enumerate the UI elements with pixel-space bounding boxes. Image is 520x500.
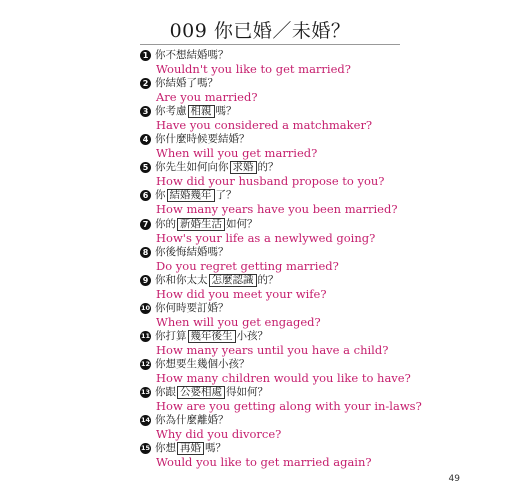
- page-title: 009 你已婚／未婚？: [169, 20, 351, 42]
- item-number-badge: 10: [140, 303, 151, 312]
- chinese-text-suffix: 了？: [215, 189, 237, 202]
- item-number-badge: 6: [140, 190, 151, 201]
- phrase-item: [140, 217, 490, 245]
- chinese-text-suffix: 嗎？: [205, 442, 226, 455]
- chinese-text: 你後悔結婚嗎？: [155, 245, 229, 258]
- english-translation: How many years until you have a child?: [156, 342, 389, 357]
- item-number-badge: 9: [140, 275, 151, 286]
- phrase-item: [140, 329, 490, 357]
- phrase-item: [140, 273, 490, 301]
- keyword-box: 新婚生活: [177, 218, 225, 231]
- chinese-text: 你考慮: [155, 105, 187, 118]
- chinese-text: 你不想結婚嗎？: [155, 49, 229, 61]
- keyword-box: 再婚: [177, 442, 204, 455]
- keyword-box: 求婚: [230, 161, 257, 174]
- english-translation: Wouldn't you like to get married?: [156, 62, 351, 76]
- english-translation: How many children would you like to have?: [156, 371, 411, 386]
- phrase-item: [140, 245, 490, 273]
- chinese-text: 你的: [155, 217, 176, 230]
- english-translation: Have you considered a matchmaker?: [156, 118, 373, 133]
- chinese-text: 你想要生幾個小孩？: [155, 358, 250, 371]
- chinese-text: 你和你太太: [155, 273, 208, 286]
- english-translation: Why did you divorce?: [156, 427, 282, 442]
- chinese-text: 你: [155, 189, 166, 202]
- chinese-sentence: [140, 385, 490, 400]
- chinese-sentence: [140, 413, 490, 428]
- keyword-box: 結婚幾年: [167, 189, 215, 202]
- chinese-text: 你想: [155, 442, 176, 455]
- chinese-text: 你為什麼離婚？: [155, 414, 229, 427]
- english-translation: How's your life as a newlywed going?: [156, 230, 376, 245]
- chinese-sentence: [140, 48, 490, 63]
- chinese-sentence: [140, 160, 490, 175]
- phrase-item: [140, 385, 490, 413]
- english-translation: Do you regret getting married?: [156, 258, 339, 273]
- chinese-text: 你先生如何向你: [155, 161, 229, 174]
- page-number: 49: [448, 474, 460, 484]
- item-number-badge: 3: [140, 106, 151, 117]
- chinese-sentence: [140, 273, 490, 288]
- phrase-item: [140, 48, 490, 76]
- chinese-sentence: [140, 357, 490, 372]
- phrase-item: [140, 76, 490, 104]
- phrase-item: [140, 104, 490, 132]
- chinese-text-suffix: 得如何？: [226, 386, 268, 399]
- chinese-sentence: [140, 132, 490, 147]
- chinese-sentence: [140, 301, 490, 316]
- phrase-item: [140, 301, 490, 329]
- chinese-text: 你什麼時候要結婚？: [155, 133, 250, 146]
- chinese-sentence: [140, 188, 490, 203]
- chinese-text-suffix: 如何？: [226, 217, 258, 230]
- english-translation: When will you get married?: [156, 146, 318, 161]
- item-number-badge: 7: [140, 219, 151, 230]
- phrase-item: [140, 441, 490, 469]
- phrase-list: [140, 48, 490, 469]
- item-number-badge: 1: [140, 50, 151, 61]
- english-translation: How many years have you been married?: [156, 202, 398, 217]
- chinese-text-suffix: 的？: [257, 161, 279, 174]
- chinese-text-suffix: 小孩？: [236, 329, 268, 342]
- chinese-text-suffix: 的？: [257, 273, 279, 286]
- phrase-item: [140, 132, 490, 160]
- item-number-badge: 13: [140, 388, 151, 397]
- title-underline: [140, 44, 400, 45]
- english-translation: When will you get engaged?: [156, 314, 321, 329]
- item-number-badge: 15: [140, 444, 151, 453]
- keyword-box: 幾年後生: [188, 330, 236, 343]
- item-number-badge: 12: [140, 360, 151, 369]
- chinese-sentence: [140, 76, 490, 91]
- keyword-box: 公婆相處: [177, 386, 225, 399]
- item-number-badge: 14: [140, 416, 151, 425]
- keyword-box: 相親: [188, 105, 215, 118]
- item-number-badge: 4: [140, 134, 151, 145]
- english-translation: How did you meet your wife?: [156, 286, 327, 301]
- english-translation: Are you married?: [156, 90, 258, 105]
- chinese-text: 你打算: [155, 329, 187, 342]
- item-number-badge: 5: [140, 162, 151, 173]
- chinese-sentence: [140, 245, 490, 260]
- phrase-item: [140, 160, 490, 188]
- english-translation: Would you like to get married again?: [156, 455, 372, 470]
- chinese-text-suffix: 嗎？: [215, 105, 237, 118]
- item-number-badge: 8: [140, 247, 151, 258]
- chinese-sentence: [140, 104, 490, 119]
- item-number-badge: 11: [140, 331, 151, 340]
- chinese-sentence: [140, 441, 490, 456]
- chinese-text: 你結婚了嗎？: [155, 77, 218, 90]
- chinese-text: 你跟: [155, 386, 176, 399]
- item-number-badge: 2: [140, 78, 151, 89]
- chinese-text: 你何時要訂婚？: [155, 301, 229, 314]
- phrase-item: [140, 413, 490, 441]
- english-translation: How did your husband propose to you?: [156, 174, 385, 189]
- chinese-sentence: [140, 217, 490, 232]
- keyword-box: 怎麼認識: [209, 274, 257, 287]
- english-translation: How are you getting along with your in-laws?: [156, 399, 422, 414]
- phrase-item: [140, 188, 490, 216]
- phrase-item: [140, 357, 490, 385]
- chinese-sentence: [140, 329, 490, 344]
